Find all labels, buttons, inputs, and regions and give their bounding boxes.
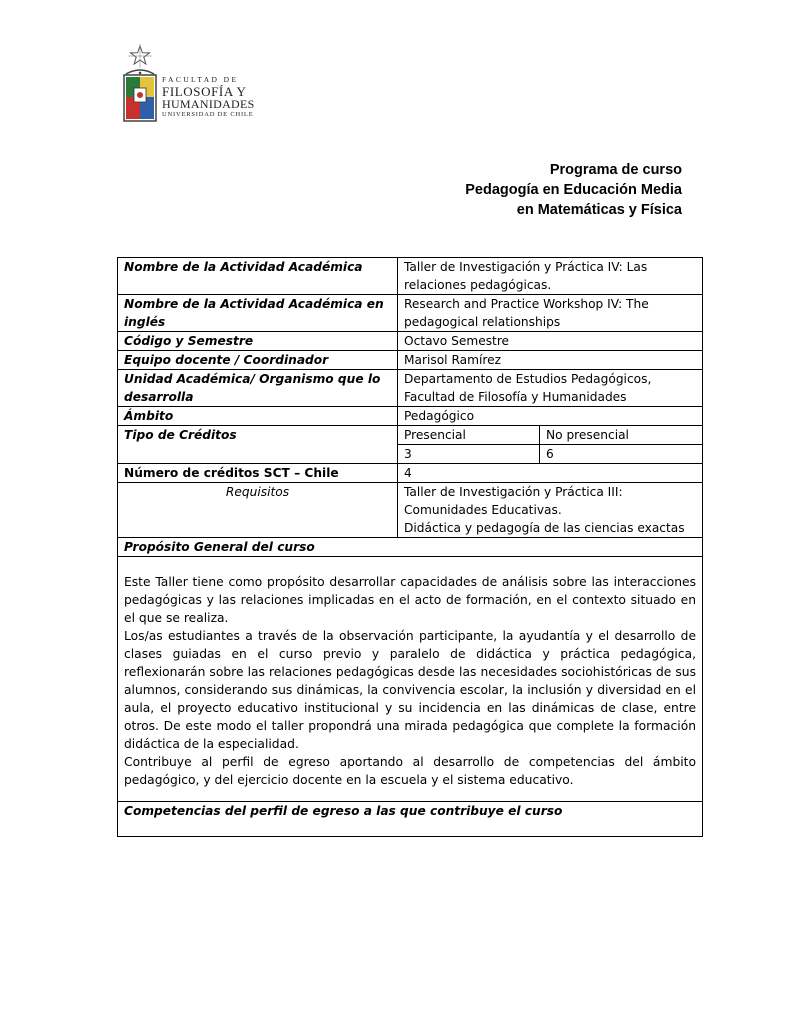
no-presencial-label: No presencial	[540, 426, 703, 445]
requisito-2: Didáctica y pedagogía de las ciencias exactas	[404, 521, 685, 535]
requisito-1: Taller de Investigación y Práctica III: Comunidades Educativas.	[404, 485, 623, 517]
table-row	[118, 407, 703, 426]
table-row	[118, 464, 703, 483]
logo-line-2: FILOSOFÍA Y	[162, 83, 247, 99]
no-presencial-value: 6	[540, 445, 703, 464]
presencial-label: Presencial	[398, 426, 540, 445]
unidad-label: Unidad Académica/ Organismo que lo desarrolla	[118, 370, 398, 407]
title-line-2: Pedagogía en Educación Media	[465, 182, 682, 198]
codigo-value: Octavo Semestre	[398, 332, 703, 351]
ambito-label: Ámbito	[118, 407, 398, 426]
table-row	[118, 483, 703, 538]
tipo-label: Tipo de Créditos	[118, 426, 398, 464]
proposito-paragraph-3: Contribuye al perfil de egreso aportando al desarrollo de competencias del ámbito pedagógico, y del ejercicio docente en la escuela y el sistema educativo.	[124, 755, 697, 787]
proposito-paragraph-1: Este Taller tiene como propósito desarrollar capacidades de análisis sobre las interacciones pedagógicas y las relaciones implicadas en el acto de formación, en el contexto situado en el que se realiza.	[124, 575, 697, 625]
unidad-value: Departamento de Estudios Pedagógicos, Facultad de Filosofía y Humanidades	[398, 370, 703, 407]
logo-line-4: UNIVERSIDAD DE CHILE	[162, 110, 254, 118]
proposito-paragraph-2: Los/as estudiantes a través de la observación participante, la ayudantía y el desarrollo de clases guiadas en el curso previo y paralelo de didáctica y práctica pedagógica, reflexionarán sobre las relaciones pedagógicas desde las necesidades sociohistóricas de sus alumnos, considerando sus dinámicas, la convivencia escolar, la inclusión y diversidad en el aula, el proyecto educativo institucional y su incidencia en las dinámicas de clase, entre otros. De este modo el taller propondrá una mirada pedagógica que complete la formación didáctica de la especialidad.	[124, 629, 697, 751]
faculty-logo	[120, 44, 270, 126]
requisitos-label: Requisitos	[118, 483, 398, 538]
table-row	[118, 351, 703, 370]
title-line-1: Programa de curso	[549, 162, 682, 178]
table-row	[118, 295, 703, 332]
equipo-label: Equipo docente / Coordinador	[118, 351, 398, 370]
table-row	[118, 258, 703, 295]
ambito-value: Pedagógico	[398, 407, 703, 426]
nombre-value: Taller de Investigación y Práctica IV: Las relaciones pedagógicas.	[398, 258, 703, 295]
table-row	[118, 332, 703, 351]
table-row	[118, 802, 703, 837]
title-line-3: en Matemáticas y Física	[516, 202, 682, 218]
nombre-en-label: Nombre de la Actividad Académica en inglés	[118, 295, 398, 332]
logo-line-1: FACULTAD DE	[162, 75, 239, 84]
requisitos-value	[398, 483, 703, 538]
creditos-label: Número de créditos SCT – Chile	[118, 464, 398, 483]
table-row	[118, 557, 703, 802]
nombre-en-value: Research and Practice Workshop IV: The pedagogical relationships	[398, 295, 703, 332]
nombre-label: Nombre de la Actividad Académica	[118, 258, 398, 295]
equipo-value: Marisol Ramírez	[398, 351, 703, 370]
document-title	[465, 160, 682, 220]
faculty-name	[162, 76, 255, 118]
presencial-value: 3	[398, 445, 540, 464]
table-row	[118, 426, 703, 445]
proposito-label: Propósito General del curso	[118, 538, 703, 557]
table-row	[118, 538, 703, 557]
logo-line-3: HUMANIDADES	[162, 96, 255, 111]
proposito-text	[118, 557, 703, 802]
competencias-label: Competencias del perfil de egreso a las que contribuye el curso	[118, 802, 703, 837]
course-info-table	[117, 257, 703, 837]
table-row	[118, 370, 703, 407]
creditos-value: 4	[398, 464, 703, 483]
codigo-label: Código y Semestre	[118, 332, 398, 351]
svg-text:◆: ◆	[138, 70, 142, 75]
university-crest-icon	[120, 44, 160, 126]
